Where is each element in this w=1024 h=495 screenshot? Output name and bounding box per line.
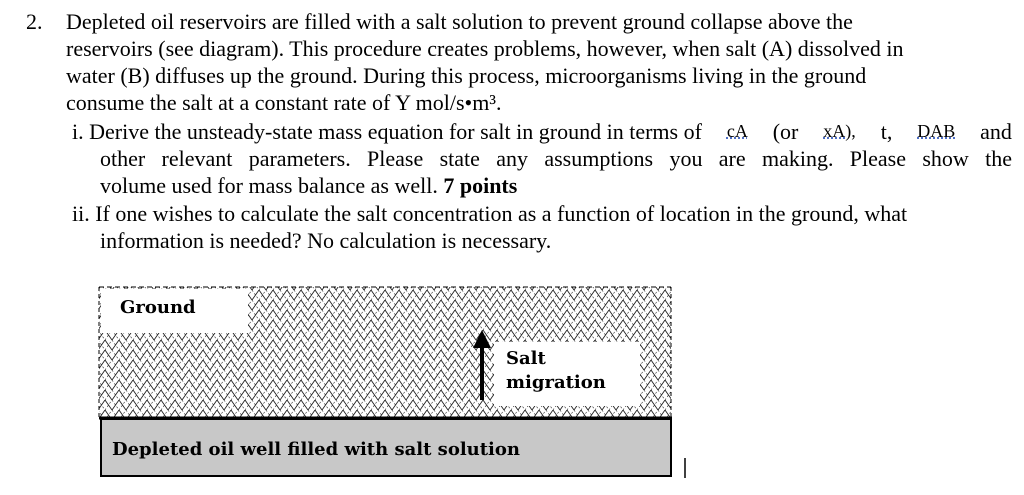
intro-line-4: consume the salt at a constant rate of Y mol/s•m³. (66, 90, 502, 115)
part-i-line-3-text: volume used for mass balance as well. (100, 173, 438, 198)
symbol-DAB: DAB (917, 121, 956, 141)
symbol-cA: cA (726, 121, 748, 141)
intro-line-3: water (B) diffuses up the ground. During this process, microorganisms living in the ground (66, 63, 867, 88)
part-i-text-a: Derive the unsteady-state mass equation for salt in ground in terms of (89, 119, 702, 144)
part-i-and: and (980, 119, 1012, 144)
intro-line-2: reservoirs (see diagram). This procedure creates problems, however, when salt (A) dissolved in (66, 36, 904, 61)
salt-label: Salt (506, 348, 546, 369)
symbol-xA: xA), (823, 121, 856, 141)
migration-label: migration (506, 372, 606, 393)
symbol-t: t, (880, 119, 893, 144)
ground-label: Ground (120, 297, 196, 318)
problem-number: 2. (26, 9, 43, 34)
part-i-or: (or (772, 119, 799, 144)
part-ii-line-2: information is needed? No calculation is necessary. (100, 228, 552, 253)
points-label: 7 points (443, 173, 518, 198)
well-label: Depleted oil well filled with salt solution (112, 439, 520, 460)
intro-line-1: Depleted oil reservoirs are filled with a salt solution to prevent ground collapse above the (66, 9, 853, 34)
part-i-label: i. (72, 119, 84, 144)
part-i-line-2-text: other relevant parameters. Please state any assumptions you are making. Please show the (100, 146, 1012, 171)
part-ii-line-1-text: If one wishes to calculate the salt concentration as a function of location in the ground, what (95, 201, 908, 226)
part-ii-label: ii. (72, 201, 90, 226)
